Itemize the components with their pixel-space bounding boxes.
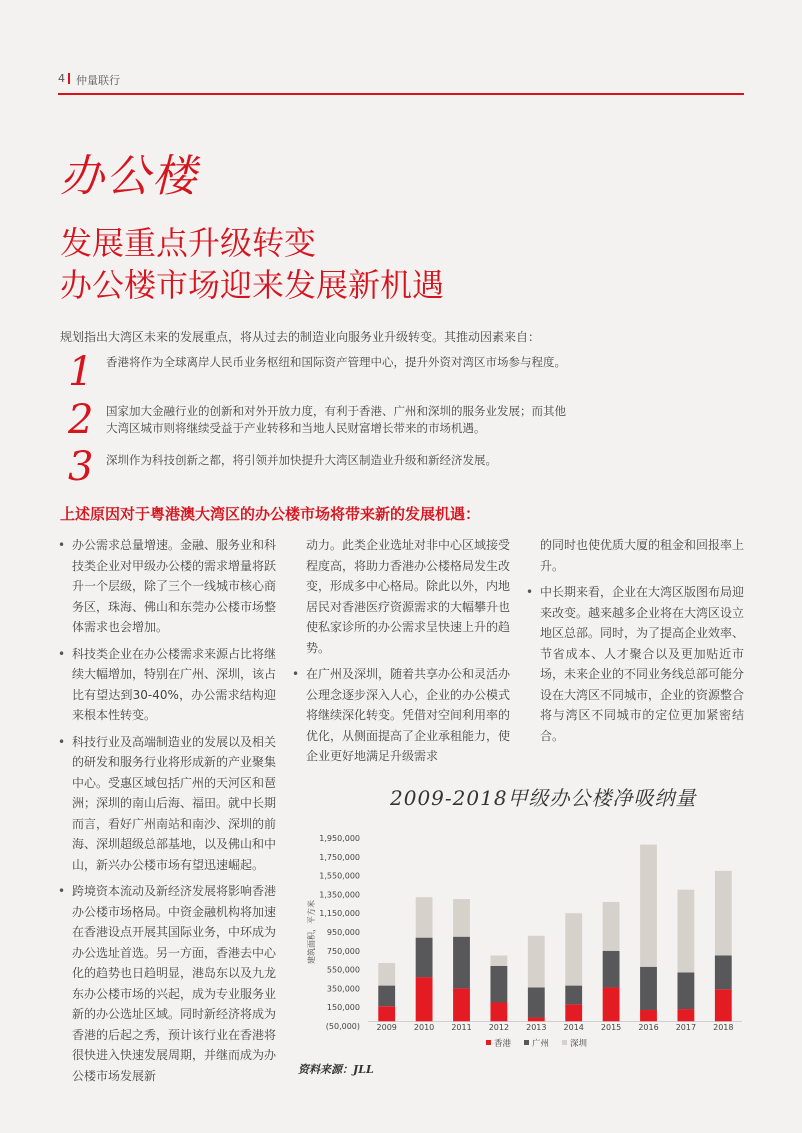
bar-广州-2013 <box>528 987 545 1017</box>
reason-1: 香港将作为全球离岸人民币业务枢纽和国际资产管理中心，提升外资对湾区市场参与程度。 <box>106 355 566 369</box>
section-title: 办公楼 <box>60 151 198 202</box>
absorption-chart <box>300 830 750 1055</box>
y-tick-label: 1,550,000 <box>319 871 360 881</box>
bar-深圳-2009 <box>378 963 395 986</box>
bar-深圳-2011 <box>453 899 470 937</box>
x-tick-label: 2009 <box>376 1023 397 1032</box>
y-tick-label: 950,000 <box>326 928 360 937</box>
bar-广州-2010 <box>416 938 433 977</box>
y-tick-label: 1,950,000 <box>319 834 360 843</box>
bar-广州-2011 <box>453 937 470 989</box>
bar-广州-2016 <box>640 967 657 1010</box>
column-3 <box>526 535 744 752</box>
bar-深圳-2018 <box>715 871 732 956</box>
column-2-list <box>292 664 510 767</box>
x-tick-label: 2013 <box>526 1023 547 1032</box>
x-tick-label: 2017 <box>675 1023 697 1032</box>
bullet-item: • 中长期来看，企业在大湾区版图布局迎来改变。越来越多企业将在大湾区设立地区总部。同时，为了提高企业效率、节省成本、人才聚合以及更加贴近市场，未来企业的不同业务线总部可能分设在大湾区不同城市，企业的资源整合将与湾区不同城市的定位更加紧密结合。 <box>526 582 744 746</box>
y-tick-label: 350,000 <box>326 984 360 994</box>
brand-name: 仲量联行 <box>76 74 120 87</box>
bar-广州-2012 <box>490 966 507 1003</box>
bar-香港-2011 <box>453 988 470 1021</box>
x-tick-label: 2014 <box>563 1023 584 1032</box>
page-number: 4 <box>58 72 65 85</box>
bar-香港-2015 <box>603 987 620 1021</box>
y-tick-label: 1,350,000 <box>319 890 360 900</box>
legend-label: 深圳 <box>570 1039 588 1049</box>
reason-number-1: 1 <box>68 349 94 395</box>
x-tick-label: 2018 <box>713 1023 734 1032</box>
bar-深圳-2016 <box>640 845 657 967</box>
bullet-item: • 办公需求总量增速。金融、服务业和科技类企业对甲级办公楼的需求增量将跃升一个层级，除了三个一线城市核心商务区，珠海、佛山和东莞办公楼市场整体需求也会增加。 <box>58 535 276 638</box>
x-tick-label: 2016 <box>638 1023 659 1032</box>
bar-深圳-2012 <box>490 956 507 966</box>
bar-香港-2017 <box>677 1009 694 1021</box>
reason-3: 深圳作为科技创新之都，将引领并加快提升大湾区制造业升级和新经济发展。 <box>106 453 497 467</box>
legend-label: 香港 <box>494 1039 512 1049</box>
y-tick-label: 1,150,000 <box>319 909 360 919</box>
bar-深圳-2010 <box>416 897 433 937</box>
y-tick-label: 150,000 <box>326 1003 360 1013</box>
column-3-list <box>526 582 744 746</box>
chart-title: 2009-2018甲级办公楼净吸纳量 <box>390 786 697 810</box>
column-1-list <box>58 535 276 1086</box>
column-2 <box>292 535 510 773</box>
bullet-item: • 在广州及深圳，随着共享办公和灵活办公理念逐步深入人心，企业的办公模式将继续深化转变。凭借对空间利用率的优化，从侧面提高了企业承租能力，使企业更好地满足升级需求 <box>292 664 510 767</box>
header-separator <box>68 73 70 84</box>
continued-text: 的同时也使优质大厦的租金和回报率上升。 <box>540 538 745 573</box>
bar-广州-2018 <box>715 956 732 990</box>
bullet-item: • 科技行业及高端制造业的发展以及相关的研发和服务行业将形成新的产业聚集中心。受惠区域包括广州的天河区和琶洲；深圳的南山后海、福田。就中长期而言，看好广州南站和南沙、深圳的前海、深圳超级总部基地，以及佛山和中山，新兴办公楼市场有望迅速崛起。 <box>58 732 276 876</box>
bar-广州-2017 <box>677 972 694 1009</box>
y-axis-label: 建筑面积，平方米 <box>307 900 316 964</box>
bar-深圳-2017 <box>677 890 694 973</box>
bar-香港-2014 <box>565 1004 582 1021</box>
headline <box>60 222 444 306</box>
legend-swatch <box>486 1040 491 1045</box>
headline-line-1: 发展重点升级转变 <box>60 224 317 262</box>
bar-广州-2014 <box>565 986 582 1005</box>
x-tick-label: 2015 <box>600 1023 622 1032</box>
reason-number-2: 2 <box>68 397 94 443</box>
reason-2: 国家加大金融行业的创新和对外开放力度，有利于香港、广州和深圳的服务业发展；而其他大湾区城市则将继续受益于产业转移和当地人民财富增长带来的市场机遇。 <box>106 404 566 435</box>
bar-广州-2009 <box>378 986 395 1007</box>
bar-香港-2009 <box>378 1006 395 1021</box>
callout-heading: 上述原因对于粤港澳大湾区的办公楼市场将带来新的发展机遇： <box>60 505 481 523</box>
bar-广州-2015 <box>603 951 620 988</box>
bullet-item: • 跨境资本流动及新经济发展将影响香港办公楼市场格局。中资金融机构将加速在香港设点开展其国际业务，中环成为办公选址首选。另一方面，香港去中心化的趋势也日趋明显，港岛东以及九龙东办公楼市场的兴起，成为专业服务业新的办公选址区域。同时新经济将成为香港的后起之秀，预计该行业在香港将很快进入快速发展周期，并继而成为办公楼市场发展新 <box>58 881 276 1086</box>
bullet-item: • 科技类企业在办公楼需求来源占比将继续大幅增加，特别在广州、深圳，该占比有望达到30-40%，办公需求结构迎来根本性转变。 <box>58 644 276 726</box>
legend-swatch <box>562 1040 567 1045</box>
bar-香港-2013 <box>528 1018 545 1022</box>
y-tick-label: 550,000 <box>326 965 360 975</box>
bar-香港-2012 <box>490 1003 507 1022</box>
x-tick-label: 2010 <box>413 1023 435 1032</box>
y-tick-label: 1,750,000 <box>319 852 360 862</box>
bar-香港-2010 <box>416 977 433 1021</box>
bar-香港-2016 <box>640 1010 657 1021</box>
continued-text: 动力。此类企业选址对非中心区域接受程度高，将助力香港办公楼格局发生改变，形成多中心格局。除此以外，内地居民对香港医疗资源需求的大幅攀升也使私家诊所的办公需求呈快速上升的趋势。 <box>306 538 511 655</box>
x-tick-label: 2012 <box>488 1023 510 1032</box>
y-tick-label: 750,000 <box>326 946 360 956</box>
bar-深圳-2014 <box>565 913 582 985</box>
y-tick-label: (50,000) <box>325 1022 360 1031</box>
intro-text: 规划指出大湾区未来的发展重点，将从过去的制造业向服务业升级转变。其推动因素来自： <box>60 330 541 344</box>
bar-深圳-2013 <box>528 936 545 988</box>
bar-香港-2018 <box>715 989 732 1021</box>
bar-深圳-2015 <box>603 902 620 951</box>
x-tick-label: 2011 <box>451 1023 472 1032</box>
header-rule <box>58 93 744 95</box>
legend-swatch <box>524 1040 529 1045</box>
reason-number-3: 3 <box>68 444 94 490</box>
legend-label: 广州 <box>532 1039 550 1049</box>
column-1 <box>58 535 276 1092</box>
source-note: 资料来源：JLL <box>298 1063 374 1076</box>
headline-line-2: 办公楼市场迎来发展新机遇 <box>60 266 445 304</box>
